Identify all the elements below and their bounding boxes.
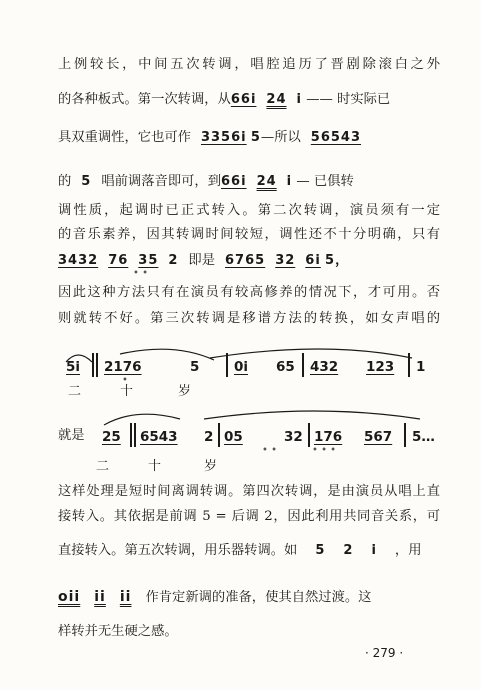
notation: 76 — [108, 253, 129, 268]
notation: oii — [58, 589, 81, 605]
barline — [130, 423, 132, 447]
lyric: 二 — [68, 384, 82, 399]
lyric: 十 — [120, 384, 134, 399]
lyric: 十 — [148, 459, 162, 474]
text-line: — 已俱转 — [296, 174, 354, 189]
paragraph-line-11 — [58, 505, 440, 529]
text-line: 这样处理是短时间离调转调。第四次转调，是由演员从唱上直 — [58, 484, 440, 499]
score-line-1 — [58, 356, 448, 378]
notation: 24 — [256, 174, 277, 189]
paragraph-line-7 — [58, 249, 440, 275]
paragraph-line-12 — [58, 539, 440, 563]
barline — [218, 423, 220, 447]
paragraph-line-2 — [58, 88, 440, 112]
notation: 567 — [364, 429, 393, 445]
paragraph-line-6 — [58, 223, 440, 247]
notation: 5 — [250, 130, 261, 145]
text-line: 则就转不好。第三次转调是移谱方法的转换，如女声唱的 — [58, 311, 440, 326]
page-number: · 279 · — [365, 646, 404, 660]
text-line: 就是 — [58, 428, 85, 443]
text-line: 直接转入。第五次转调，用乐器转调。如 — [58, 543, 298, 558]
text-line: 即是 — [188, 253, 216, 268]
notation: 0i — [234, 359, 249, 375]
notation: 32 — [275, 253, 296, 268]
barline — [408, 353, 410, 377]
text-line: 唱前调落音即可，到 — [101, 174, 222, 189]
notation: i — [286, 174, 293, 189]
notation: 65 — [276, 359, 295, 375]
lyric: 二 — [96, 459, 110, 474]
lyric: 岁 — [204, 459, 218, 474]
text-line: 的 — [58, 174, 72, 189]
notation: 32 — [284, 429, 303, 445]
notation: 25 — [102, 429, 121, 445]
paragraph-line-13 — [58, 585, 440, 609]
text-line: 的各种板式。第一次转调，从 — [58, 92, 231, 107]
score-line-2 — [58, 426, 448, 448]
barline — [308, 423, 310, 447]
low-octave-dots: • • • — [312, 445, 337, 456]
notation: 56543 — [310, 130, 362, 145]
paragraph-line-1 — [58, 53, 440, 77]
text-line: 因此这种方法只有在演员有较高修养的情况下，才可用。否 — [58, 285, 440, 300]
barline — [96, 353, 98, 377]
low-octave-dots: • • — [133, 268, 148, 279]
paragraph-line-10 — [58, 480, 440, 504]
notation: 5 — [315, 543, 326, 558]
notation: 05 — [224, 429, 243, 445]
notation: 6543 — [140, 429, 178, 445]
notation: 6765 — [225, 253, 266, 268]
notation: 66 — [230, 92, 251, 107]
low-octave-dots: • • — [262, 445, 277, 456]
text-line: 接转入。其依据是前调 5 = 后调 2，因此利用共同音关系，可 — [58, 509, 440, 524]
notation: i — [371, 543, 377, 558]
text-line: 具双重调性，它也可作 — [58, 130, 191, 145]
barline — [92, 353, 94, 377]
notation: 432 — [310, 359, 339, 375]
paragraph-line-5 — [58, 199, 440, 223]
paragraph-line-14 — [58, 620, 440, 644]
text-line: —所以 — [260, 130, 301, 145]
barline — [134, 423, 136, 447]
barline — [302, 353, 304, 377]
barline — [226, 353, 228, 377]
text-line: 作肯定新调的准备，使其自然过渡。这 — [145, 590, 372, 605]
notation: 123 — [366, 359, 395, 375]
notation: 6i — [305, 253, 321, 268]
text-line: —— 时实际已 — [306, 92, 391, 107]
notation: 24 — [266, 92, 287, 107]
notation: 3432 — [58, 253, 99, 268]
notation: i — [250, 92, 257, 107]
notation: 5， — [325, 253, 350, 268]
notation: 2 — [204, 429, 214, 445]
notation: 5 — [81, 174, 92, 189]
notation: 5i — [66, 359, 81, 375]
paragraph-line-3 — [58, 126, 440, 150]
notation: 5 — [190, 359, 200, 375]
text-line: 样转并无生硬之感。 — [58, 624, 178, 639]
notation: i — [241, 174, 247, 189]
barline — [404, 423, 406, 447]
paragraph-line-9 — [58, 307, 440, 331]
notation: i — [241, 130, 247, 145]
text-line: 调性质，起调时已正式转入。第二次转调，演员须有一定 — [58, 203, 440, 218]
text-line: 的音乐素养，因其转调时间较短，调性还不十分明确，只有 — [58, 227, 440, 242]
text-line: 上例较长，中间五次转调，唱腔追历了晋剧除滚白之外 — [58, 57, 440, 72]
notation: ii — [119, 589, 132, 605]
paragraph-line-8 — [58, 281, 440, 305]
lyric: 岁 — [178, 384, 192, 399]
notation: 5… — [412, 429, 435, 445]
notation: 2176 — [104, 359, 142, 375]
notation: 2 — [168, 253, 179, 268]
notation: 176 — [314, 429, 343, 445]
notation: 66 — [221, 174, 242, 189]
notation: 35 — [138, 253, 159, 268]
notation: i — [296, 92, 302, 107]
text-line: ，用 — [394, 543, 422, 558]
notation: ii — [94, 589, 106, 605]
low-octave-dot: • — [122, 375, 128, 386]
paragraph-line-4 — [58, 170, 440, 194]
notation: 3356 — [200, 130, 242, 145]
notation: 1 — [416, 359, 426, 375]
notation: 2 — [343, 543, 354, 558]
